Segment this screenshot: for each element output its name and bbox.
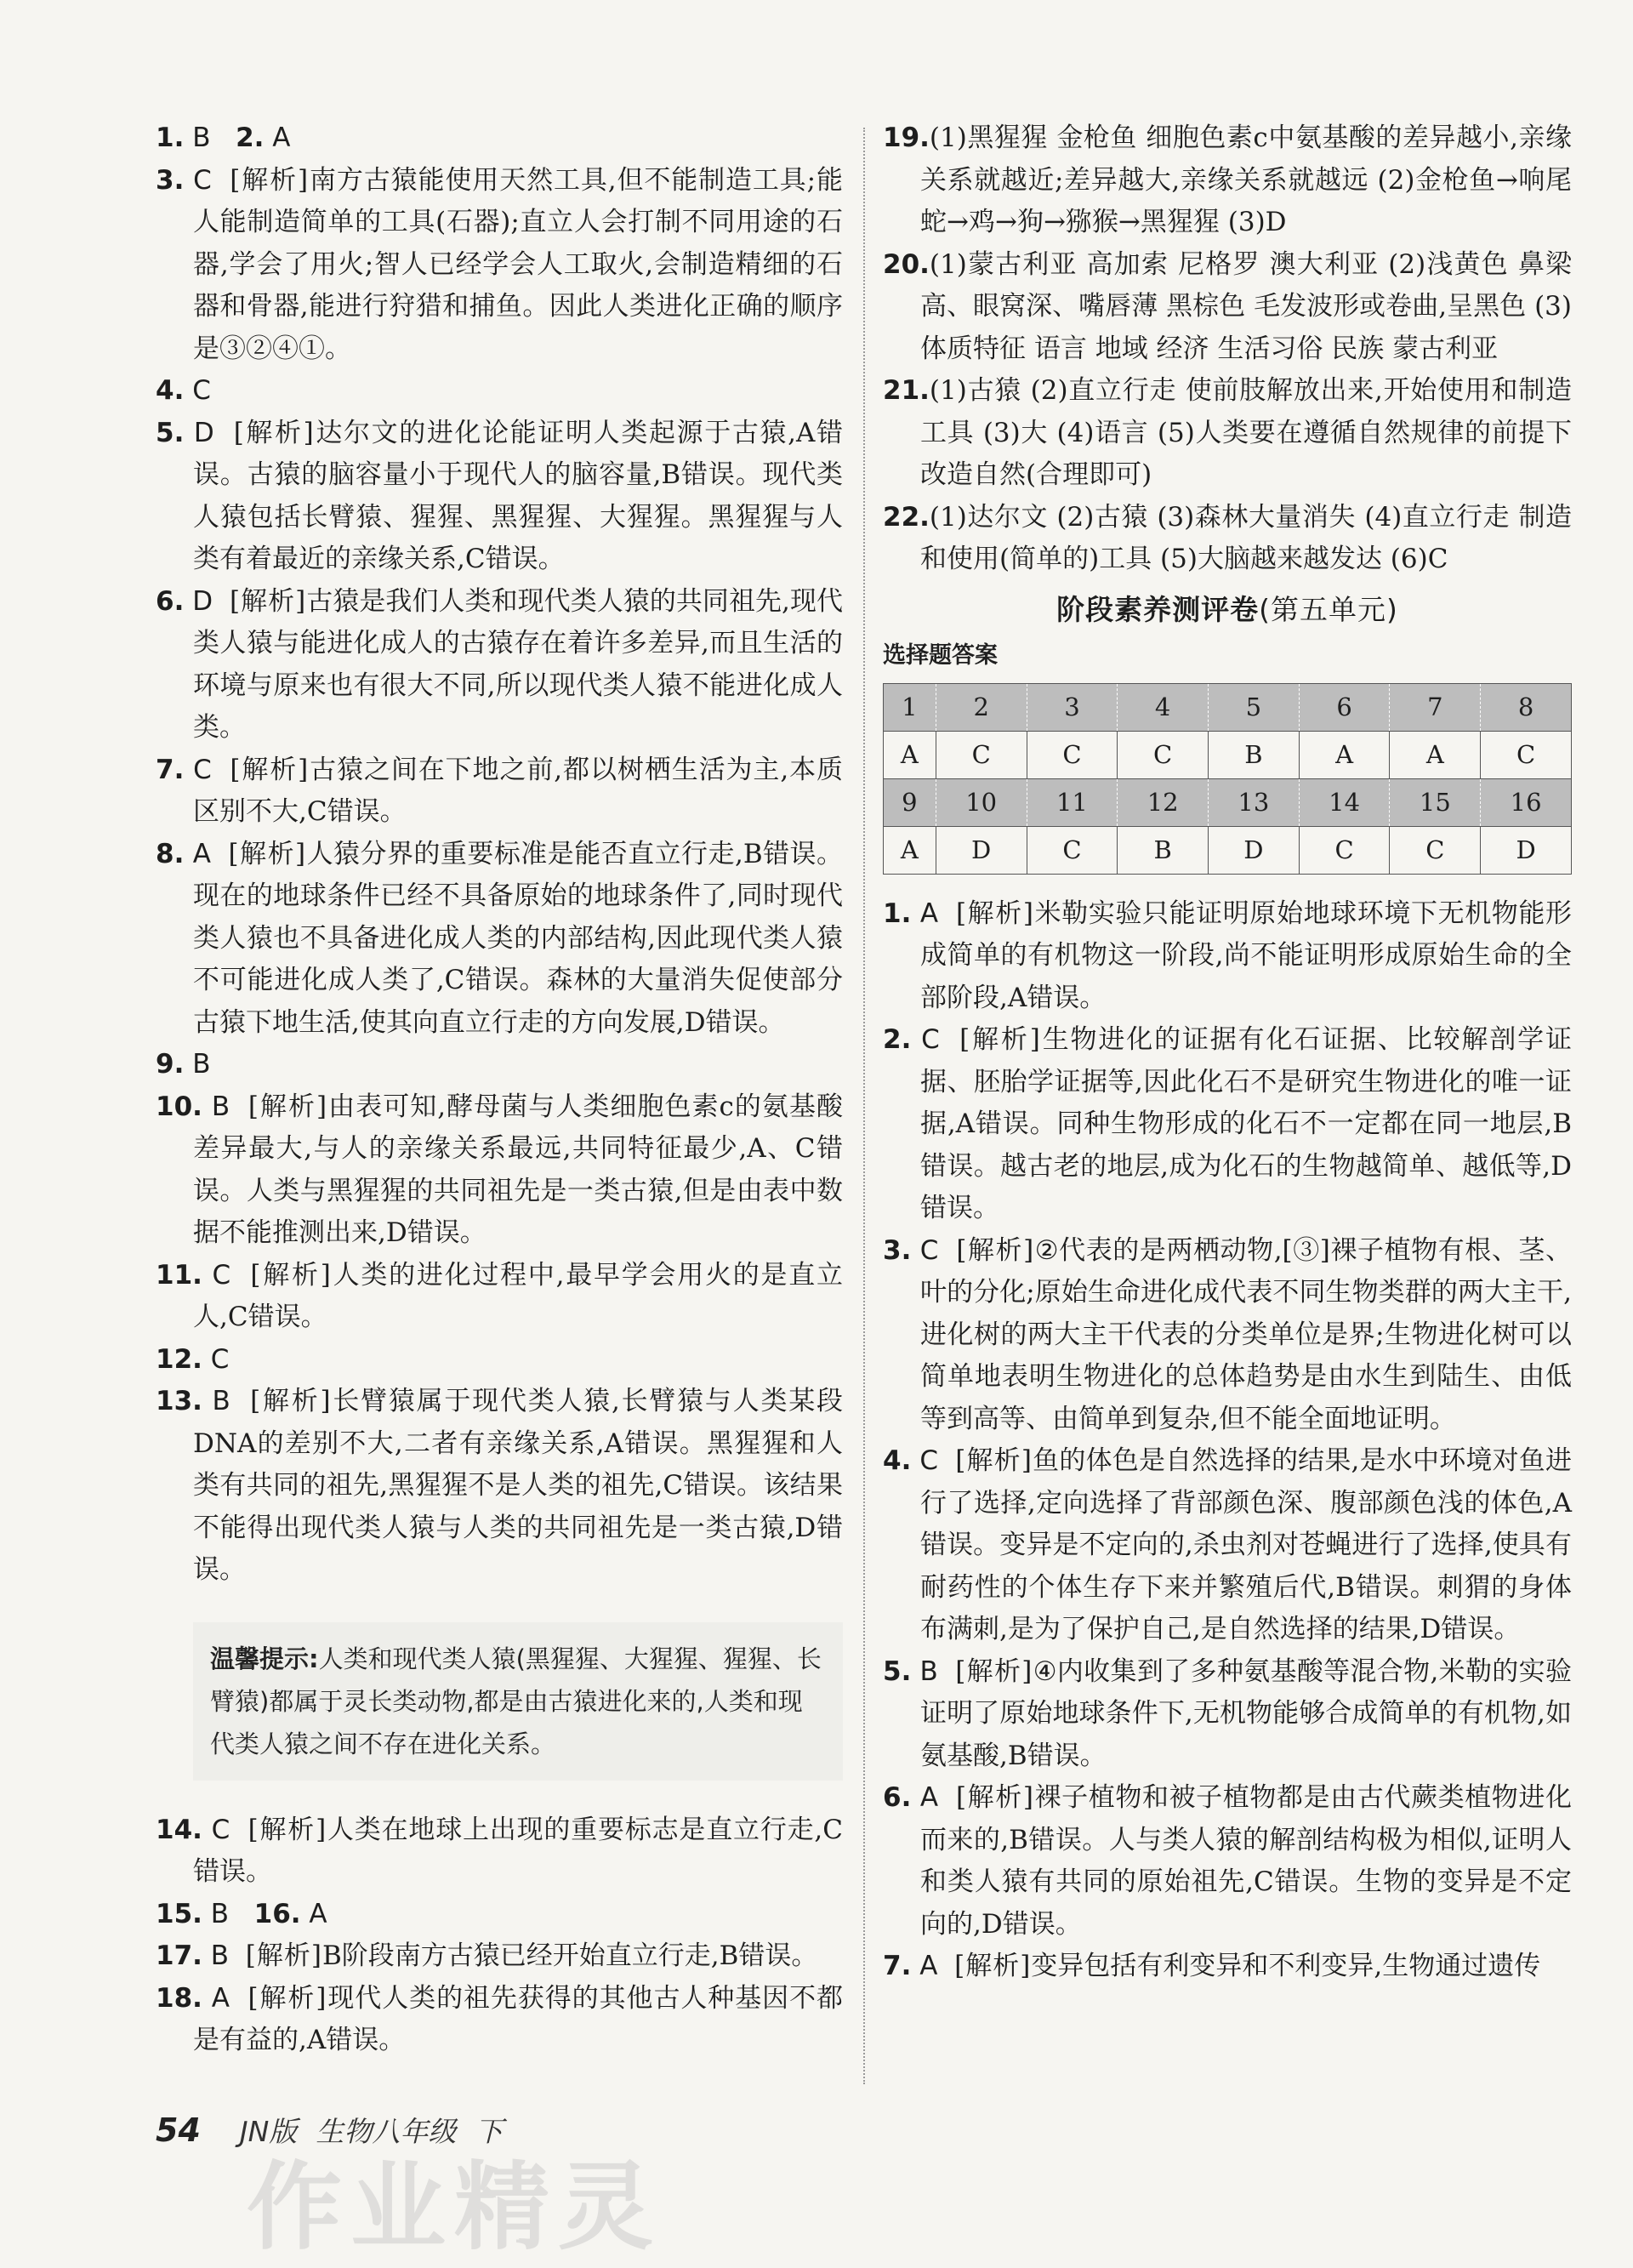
answer-entry-7: 7. C [解析]古猿之间在下地之前,都以树栖生活为主,本质区别不大,C错误。 (156, 754, 843, 827)
answer-entry-21: 21.(1)古猿 (2)直立行走 使前肢解放出来,开始使用和制造工具 (3)大 (4)语言 (5)人类要在遵循自然规律的前提下改造自然(合理即可) (883, 375, 1572, 490)
column-divider (863, 128, 865, 2084)
answer-entry-8: 8. A [解析]人猿分界的重要标准是能否直立行走,B错误。现在的地球条件已经不具备原始的地球条件了,同时现代类人猿也不具备进化成人类的内部结构,因此现代类人猿不可能进化成人类了,C错误。森林的大量消失促使部分古猿下地生活,使其向直立行走的方向发展,D错误。 (156, 838, 843, 1038)
unit5-entry-3: 3. C [解析]②代表的是两栖动物,[③]裸子植物有根、茎、叶的分化;原始生命进化成代表不同生物类群的两大主干,进化树的两大主干代表的分类单位是界;生物进化树可以简单地表明生物进化的总体趋势是由水生到陆生、由低等到高等、由简单到复杂,但不能全面地证明。 (883, 1234, 1572, 1434)
unit5-entry-7: 7. A [解析]变异包括有利变异和不利变异,生物通过遗传 (883, 1951, 1541, 1981)
table-row: A D C B D C C D (884, 826, 1572, 874)
tip-text: 人类和现代类人猿(黑猩猩、大猩猩、猩猩、长臂猿)都属于灵长类动物,都是由古猿进化来的,人类和现代类人猿之间不存在进化关系。 (210, 1644, 822, 1758)
answer-entry-12: 12. C (156, 1343, 230, 1375)
left-column (156, 117, 843, 2062)
watermark: 作业精灵 (247, 2152, 662, 2263)
volume-label: 下 (475, 2115, 504, 2148)
answer-entry-3: 3. C [解析]南方古猿能使用天然工具,但不能制造工具;能人能制造简单的工具(石器);直立人会打制不同用途的石器,学会了用火;智人已经学会人工取火,会制造精细的石器和骨器,能进行狩猎和捕鱼。因此人类进化正确的顺序是③②④①。 (156, 164, 843, 364)
answer-entry-5: 5. D [解析]达尔文的进化论能证明人类起源于古猿,A错误。古猿的脑容量小于现代人的脑容量,B错误。现代类人猿包括长臂猿、猩猩、黑猩猩、大猩猩。黑猩猩与人类有着最近的亲缘关系,C错误。 (156, 417, 843, 574)
unit5-entry-4: 4. C [解析]鱼的体色是自然选择的结果,是水中环境对鱼进行了选择,定向选择了背部颜色深、腹部颜色浅的体色,A错误。变异是不定向的,杀虫剂对苍蝇进行了选择,使具有耐药性的个体生存下来并繁殖后代,B错误。刺猬的身体布满刺,是为了保护自己,是自然选择的结果,D错误。 (883, 1445, 1572, 1644)
answer-entry-9: 9. B (156, 1049, 211, 1080)
section-subhead: 选择题答案 (883, 641, 998, 669)
answer-entry-20: 20.(1)蒙古利亚 高加索 尼格罗 澳大利亚 (2)浅黄色 鼻梁高、眼窝深、嘴唇薄 黑棕色 毛发波形或卷曲,呈黑色 (3)体质特征 语言 地域 经济 生活习俗 民族 蒙古利亚 (883, 248, 1572, 364)
answer-entry-13: 13. B [解析]长臂猿属于现代类人猿,长臂猿与人类某段DNA的差别不大,二者有亲缘关系,A错误。黑猩猩和人类有共同的祖先,黑猩猩不是人类的祖先,C错误。该结果不能得出现代类人猿与人类的共同祖先是一类古猿,D错误。 (156, 1386, 843, 1585)
answer-entry-10: 10. B [解析]由表可知,酵母菌与人类细胞色素c的氨基酸差异最大,与人的亲缘关系最远,共同特征最少,A、C错误。人类与黑猩猩的共同祖先是一类古猿,但是由表中数据不能推测出来,D错误。 (156, 1091, 843, 1248)
table-row: 1 2 3 4 5 6 7 8 (884, 683, 1572, 731)
unit5-entry-1: 1. A [解析]米勒实验只能证明原始地球环境下无机物能形成简单的有机物这一阶段,尚不能证明形成原始生命的全部阶段,A错误。 (883, 898, 1572, 1013)
answer-entry-14: 14. C [解析]人类在地球上出现的重要标志是直立行走,C错误。 (156, 1814, 844, 1887)
table-row: A C C C B A A C (884, 731, 1572, 778)
answer-entry-19: 19.(1)黑猩猩 金枪鱼 细胞色素c中氨基酸的差异越小,亲缘关系就越近;差异越大,亲缘关系就越远 (2)金枪鱼→响尾蛇→鸡→狗→猕猴→黑猩猩 (3)D (883, 123, 1572, 237)
answer-letter: A (272, 123, 291, 153)
right-column (883, 117, 1572, 1988)
unit5-entry-6: 6. A [解析]裸子植物和被子植物都是由古代蕨类植物进化而来的,B错误。人与类人猿的解剖结构极为相似,证明人和类人猿有共同的原始祖先,C错误。生物的变异是不定向的,D错误。 (883, 1782, 1572, 1940)
answer-entry-18: 18. A [解析]现代人类的祖先获得的其他古人种基因不都是有益的,A错误。 (156, 1982, 843, 2055)
answer-entry-4: 4. C (156, 375, 211, 406)
section-title: 阶段素养测评卷(第五单元) (1056, 592, 1398, 626)
table-row: 9 10 11 12 13 14 15 16 (884, 778, 1572, 826)
answer-entry-1-2 (156, 117, 843, 160)
answer-entry-17: 17. B [解析]B阶段南方古猿已经开始直立行走,B错误。 (156, 1940, 818, 1971)
answer-letter: B (192, 123, 211, 153)
answer-entry-15-16: 15. B 16. A (156, 1898, 327, 1929)
subject-label: 生物八年级 (316, 2115, 457, 2148)
answer-entry-6: 6. D [解析]古猿是我们人类和现代类人猿的共同祖先,现代类人猿与能进化成人的古猿存在着许多差异,而且生活的环境与原来也有很大不同,所以现代类人猿不能进化成人类。 (156, 585, 843, 743)
answer-table (883, 683, 1572, 875)
page-number: 54 (156, 2111, 201, 2149)
tip-box (193, 1622, 843, 1781)
question-number: 1. (156, 123, 185, 153)
unit5-entry-5: 5. B [解析]④内收集到了多种氨基酸等混合物,米勒的实验证明了原始地球条件下,无机物能够合成简单的有机物,如氨基酸,B错误。 (883, 1655, 1572, 1771)
answer-entry-11: 11. C [解析]人类的进化过程中,最早学会用火的是直立人,C错误。 (156, 1259, 843, 1332)
tip-label: 温馨提示: (210, 1644, 319, 1673)
question-number: 2. (236, 123, 265, 153)
unit5-entry-2: 2. C [解析]生物进化的证据有化石证据、比较解剖学证据、胚胎学证据等,因此化石不是研究生物进化的唯一证据,A错误。同种生物形成的化石不一定都在同一地层,B错误。越古老的地层,成为化石的生物越简单、越低等,D错误。 (883, 1024, 1572, 1223)
answer-entry-22: 22.(1)达尔文 (2)古猿 (3)森林大量消失 (4)直立行走 制造和使用(简单的)工具 (5)大脑越来越发达 (6)C (883, 501, 1572, 574)
edition-label: JN版 (239, 2115, 298, 2148)
